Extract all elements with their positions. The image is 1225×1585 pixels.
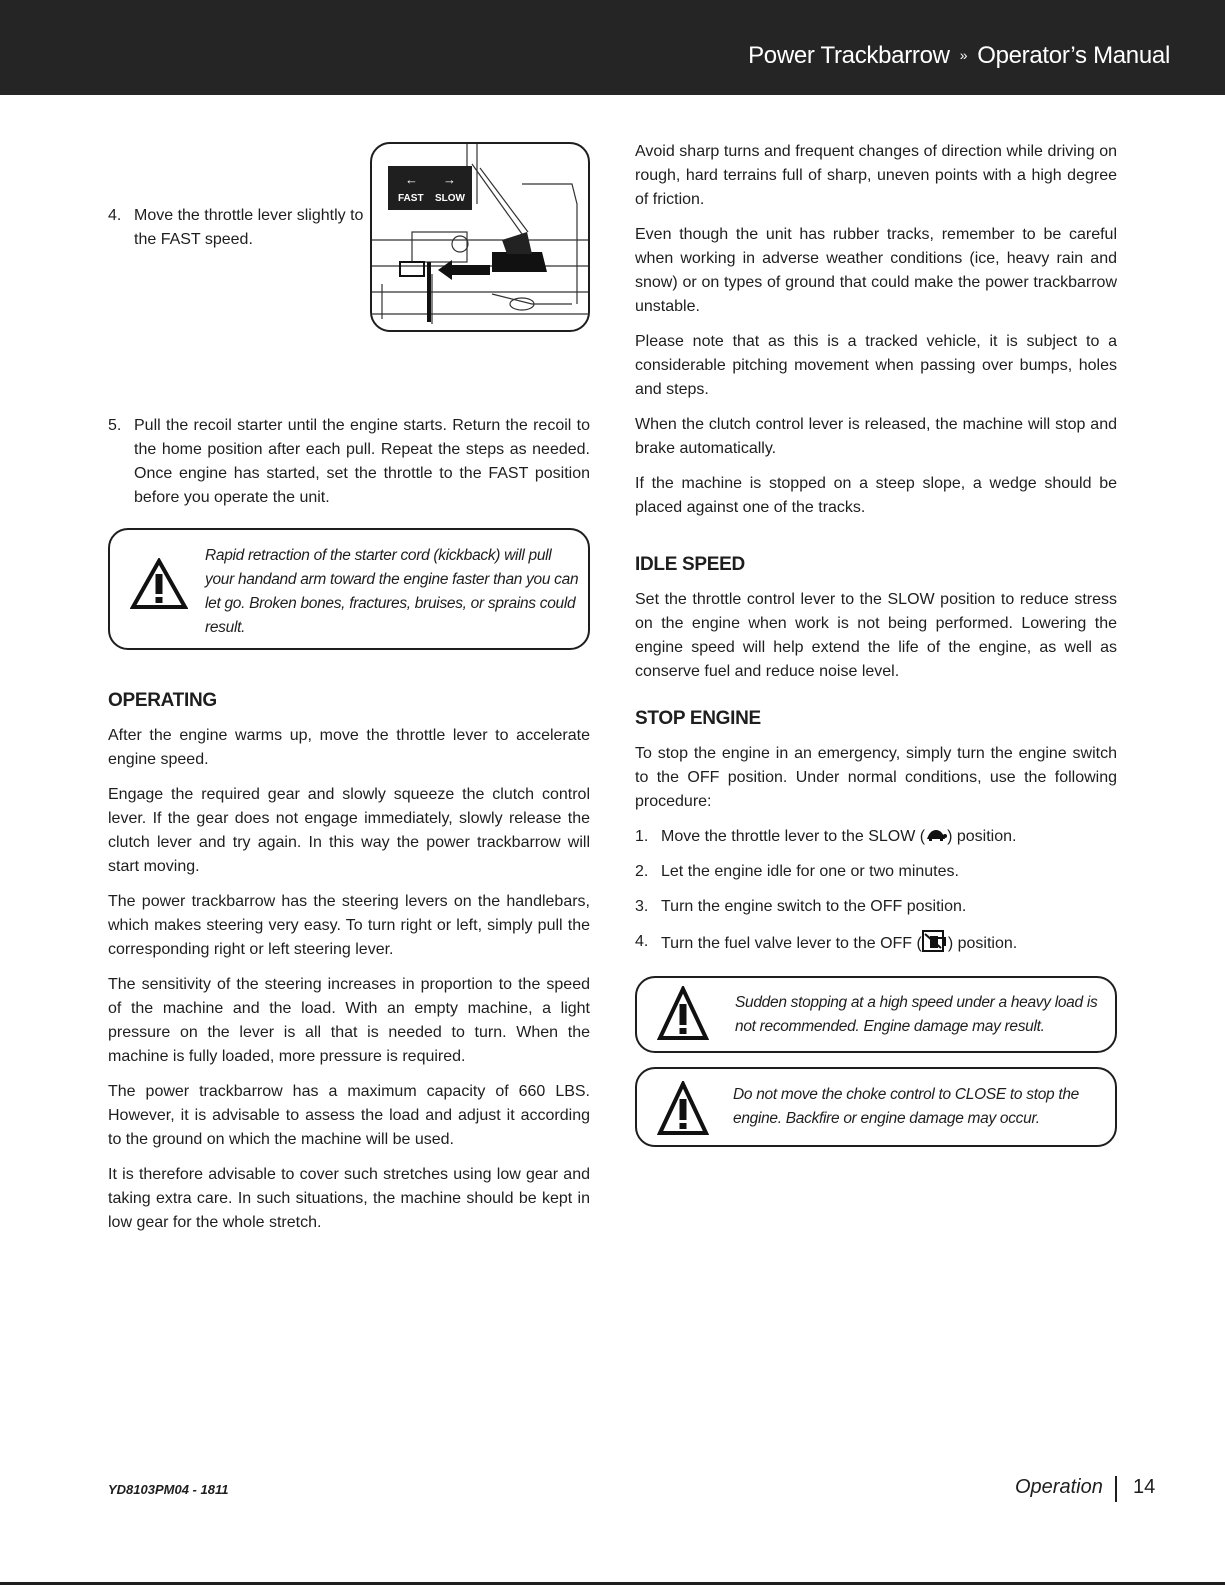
operating-paragraph: The sensitivity of the steering increases in proportion to the speed of the machine and the load. With an empty machine, a light pressure on the lever is all that is needed to turn. When the machine is fully loaded, more pressure is required.: [108, 976, 590, 1065]
body-paragraph: If the machine is stopped on a steep slope, a wedge should be placed against one of the tracks.: [635, 475, 1117, 516]
section-heading-operating: OPERATING: [108, 690, 217, 711]
left-column: [108, 140, 590, 1246]
step-number: 4.: [635, 933, 649, 950]
right-column: [635, 140, 1117, 1147]
step-4: [108, 204, 364, 414]
body-paragraph: Even though the unit has rubber tracks, remember to be careful when working in adverse weather conditions (ice, heavy rain and snow) or on types of ground that could make the power trackbarrow unstable.: [635, 226, 1117, 315]
step-5: [108, 414, 590, 510]
stop-step-3: [635, 895, 1117, 919]
fast-arrow-icon: ←: [405, 172, 418, 187]
header-product: Power Trackbarrow: [748, 42, 950, 69]
step-text: Let the engine idle for one or two minutes.: [661, 863, 959, 880]
slow-label: SLOW: [435, 193, 465, 204]
stop-step-2: [635, 860, 1117, 884]
turtle-icon: [925, 828, 947, 842]
step-text: Pull the recoil starter until the engine starts. Return the recoil to the home position after each pull. Repeat the steps as needed. Once engine has started, set the throttle to the FAST position before you operate the unit.: [134, 417, 590, 506]
header-title: [748, 42, 1170, 70]
fast-slow-label: [388, 166, 472, 210]
step-number: 1.: [635, 828, 649, 845]
throttle-figure: [370, 142, 590, 332]
warning-box-choke: [635, 1067, 1117, 1147]
step-text-before: Turn the fuel valve lever to the OFF (: [661, 935, 922, 952]
warning-text: Rapid retraction of the starter cord (kickback) will pull your handand arm toward the engine faster than you can let go. Broken bones, fractures, bruises, or sprains could result.: [205, 547, 579, 636]
body-paragraph: Avoid sharp turns and frequent changes of direction while driving on rough, hard terrains full of sharp, uneven points with a high degree of friction.: [635, 143, 1117, 208]
step-text-before: Move the throttle lever to the SLOW (: [661, 828, 926, 845]
stop-step-4: [635, 930, 1117, 956]
step-text: Move the throttle lever slightly to the FAST speed.: [134, 207, 364, 248]
step-number: 2.: [635, 863, 649, 880]
footer-divider: [1115, 1476, 1117, 1502]
stop-engine-intro: To stop the engine in an emergency, simply turn the engine switch to the OFF position. Under normal conditions, use the following procedure:: [635, 745, 1117, 810]
footer-document-code: YD8103PM04 - 1811: [108, 1482, 229, 1497]
operating-paragraph: After the engine warms up, move the throttle lever to accelerate engine speed.: [108, 727, 590, 768]
operating-paragraph: It is therefore advisable to cover such stretches using low gear and taking extra care. In such situations, the machine should be kept in low gear for the whole stretch.: [108, 1166, 590, 1231]
page-header: [0, 0, 1225, 95]
idle-speed-paragraph: Set the throttle control lever to the SLOW position to reduce stress on the engine when work is not being performed. Lowering the engine speed will help extend the life of the engine, as well as conserve fuel and reduce noise level.: [635, 591, 1117, 680]
stop-engine-steps: [635, 825, 1117, 956]
slow-arrow-icon: →: [443, 172, 456, 187]
step-text-after: ) position.: [947, 935, 1018, 952]
footer-page-number: 14: [1133, 1476, 1156, 1498]
warning-triangle-icon: [130, 558, 188, 610]
step-text-after: ) position.: [947, 828, 1017, 845]
operating-paragraph: Engage the required gear and slowly squeeze the clutch control lever. If the gear does not engage immediately, slowly release the clutch lever and try again. In this way the power trackbarrow will start moving.: [108, 786, 590, 875]
warning-box-kickback: [108, 528, 590, 650]
step-number: 4.: [108, 207, 122, 224]
header-separator: »: [959, 47, 968, 63]
operating-paragraph: The power trackbarrow has the steering levers on the handlebars, which makes steering very easy. To turn right or left, simply pull the corresponding right or left steering lever.: [108, 893, 590, 958]
body-paragraph: When the clutch control lever is released, the machine will stop and brake automatically.: [635, 416, 1117, 457]
warning-text: Do not move the choke control to CLOSE to stop the engine. Backfire or engine damage may occur.: [733, 1086, 1080, 1127]
step-number: 3.: [635, 898, 649, 915]
footer-section-name: Operation: [1015, 1476, 1103, 1498]
step-number: 5.: [108, 417, 122, 434]
stop-step-1: [635, 825, 1117, 849]
warning-triangle-icon: [657, 1081, 709, 1137]
section-heading-idle-speed: IDLE SPEED: [635, 554, 745, 575]
warning-box-sudden-stop: [635, 976, 1117, 1053]
fuel-valve-off-icon: [922, 930, 948, 952]
header-manual: Operator’s Manual: [977, 42, 1170, 69]
operating-paragraph: The power trackbarrow has a maximum capacity of 660 LBS. However, it is advisable to assess the load and adjust it according to the ground on which the machine will be used.: [108, 1083, 590, 1148]
fast-label: FAST: [398, 193, 424, 204]
body-paragraph: Please note that as this is a tracked vehicle, it is subject to a considerable pitching movement when passing over bumps, holes and steps.: [635, 333, 1117, 398]
warning-text: Sudden stopping at a high speed under a heavy load is not recommended. Engine damage may result.: [735, 994, 1098, 1035]
warning-triangle-icon: [657, 986, 709, 1042]
section-heading-stop-engine: STOP ENGINE: [635, 708, 761, 729]
step-text: Turn the engine switch to the OFF position.: [661, 898, 967, 915]
